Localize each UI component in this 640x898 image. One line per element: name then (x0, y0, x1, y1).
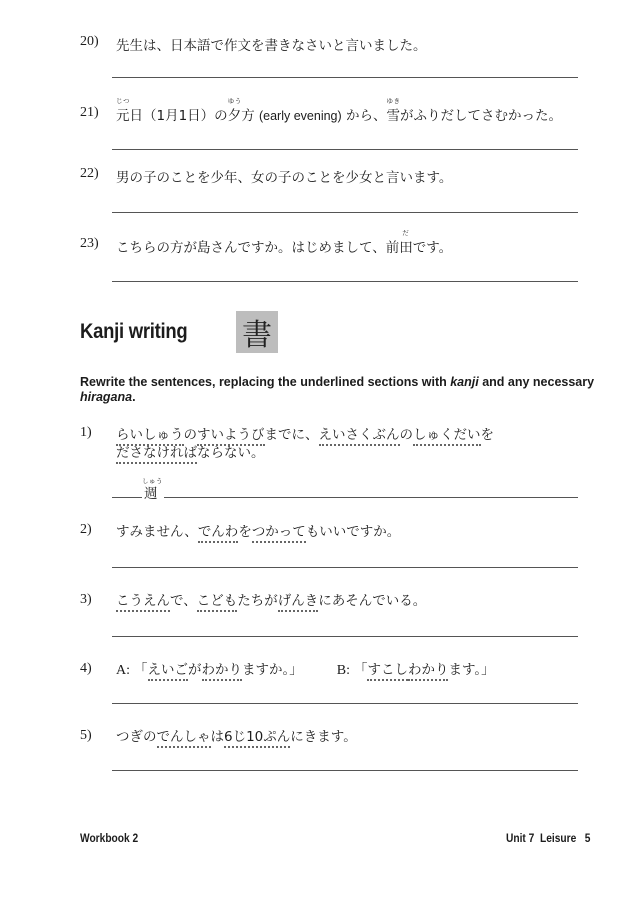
english-gloss: (early evening) (258, 109, 342, 123)
furigana: しゅう (142, 477, 163, 485)
answer-line[interactable] (112, 212, 578, 213)
question-text: つぎのでんしゃは6じ10ぷんにきます。 (116, 725, 357, 745)
brush-writing-icon: 書 (236, 311, 278, 353)
question-number: 20) (80, 34, 99, 49)
question-text: 男の子のことを少年、女の子のことを少女と言います。 (116, 170, 453, 186)
question-number: 2) (80, 522, 92, 537)
question-number: 5) (80, 728, 92, 743)
question-text: こちらの方が島さんですか。はじめまして、前 だ 田です。 (116, 229, 453, 256)
answer-line[interactable] (112, 149, 578, 150)
question-text-line2: ださなければならない。 (116, 441, 265, 461)
question-text: すみません、でんわをつかってもいいですか。 (116, 520, 400, 540)
answer-blank[interactable] (112, 497, 142, 498)
section-title: Kanji writing (80, 320, 188, 343)
question-text: A: 「えいごがわかりますか。」 B: 「すこしわかります。」 (116, 658, 495, 679)
question-text: こうえんで、こどもたちがげんきにあそんでいる。 (116, 589, 426, 609)
answer-line[interactable] (112, 703, 578, 704)
question-number: 4) (80, 661, 92, 676)
furigana: ゆう (227, 97, 242, 105)
question-text: らいしゅうのすいようびまでに、えいさくぶんのしゅくだいを (116, 423, 494, 443)
furigana: じつ (116, 97, 130, 105)
question-text: じつ 元日（1月1日）の ゆう 夕方 (early evening) から、 ゆき 雪がふりだしてさむかった。 (116, 97, 562, 124)
footer-workbook: Workbook 2 (80, 831, 139, 845)
question-number: 21) (80, 105, 99, 120)
question-text: 先生は、日本語で作文を書きなさいと言いました。 (116, 38, 427, 54)
question-number: 22) (80, 166, 99, 181)
example-answer: しゅう 週 (142, 477, 163, 502)
answer-line[interactable] (164, 497, 578, 498)
instructions: Rewrite the sentences, replacing the underlined sections with kanji and any necessary hiragana. (80, 375, 595, 404)
furigana: ゆき (386, 97, 401, 105)
answer-line[interactable] (112, 636, 578, 637)
answer-line[interactable] (112, 77, 578, 78)
question-number: 23) (80, 236, 99, 251)
answer-line[interactable] (112, 281, 578, 282)
furigana: だ (402, 229, 410, 237)
question-number: 3) (80, 592, 92, 607)
question-number: 1) (80, 425, 92, 440)
answer-line[interactable] (112, 567, 578, 568)
footer-unit-page: Unit 7 Leisure 5 (506, 831, 591, 845)
answer-line[interactable] (112, 770, 578, 771)
